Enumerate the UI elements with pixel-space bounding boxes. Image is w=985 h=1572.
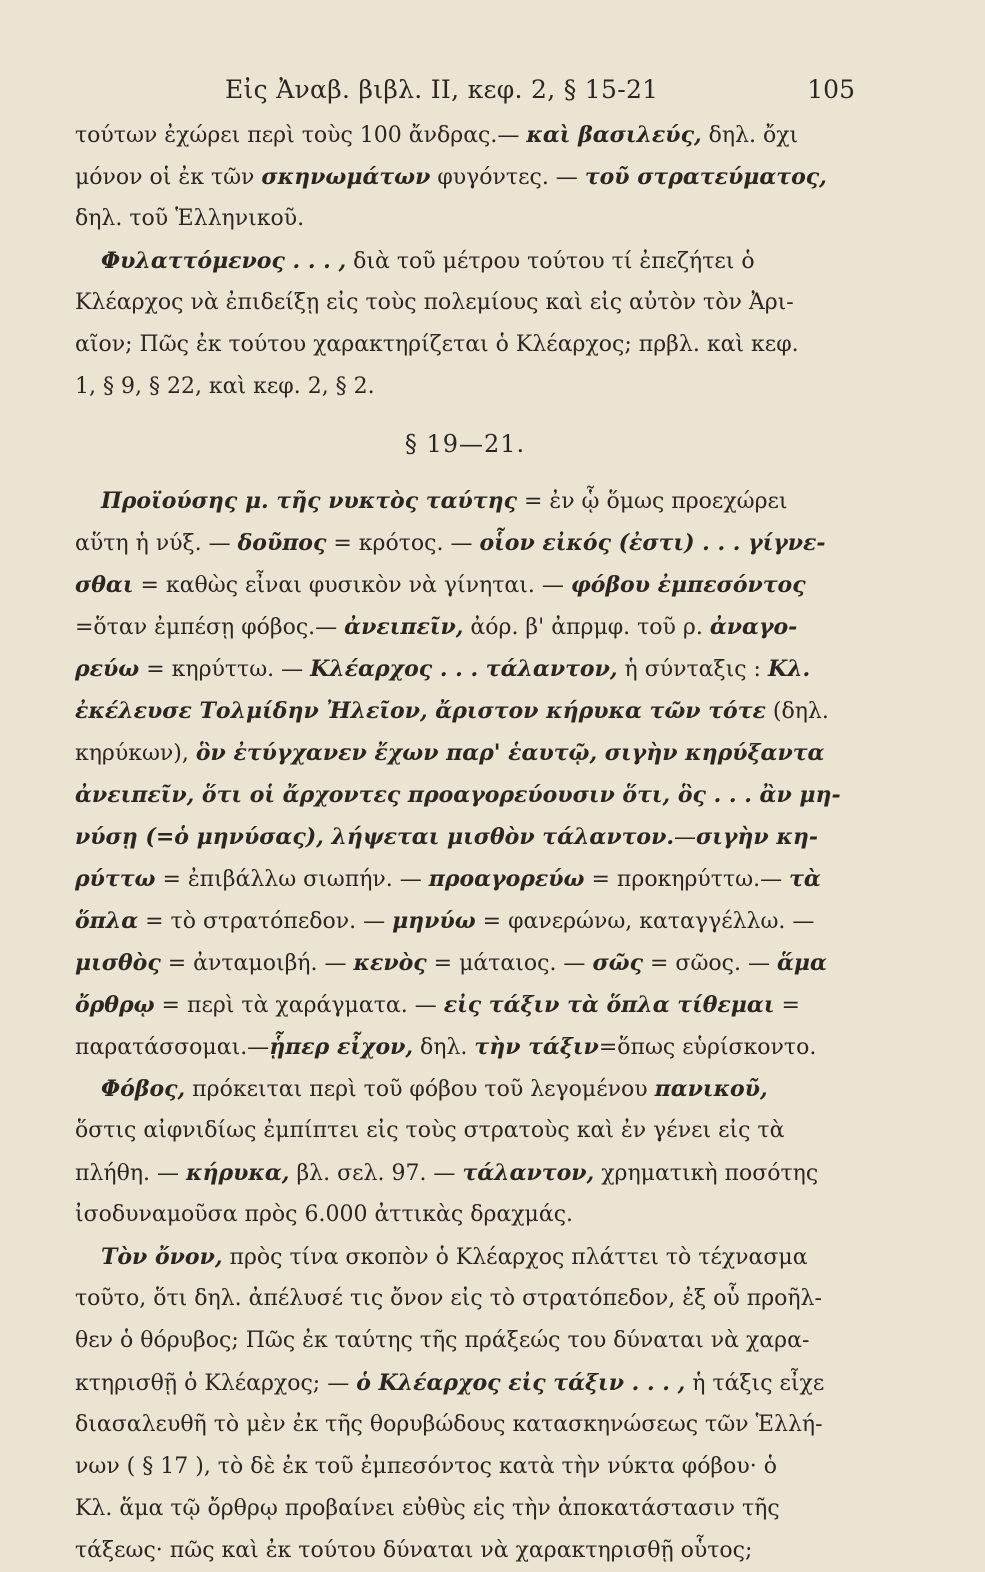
emphasis: σιγὴν κη- (696, 824, 818, 850)
text-line: σθαι = καθὼς εἶναι φυσικὸν νὰ γίνηται. — φόβου ἐμπεσόντος (75, 572, 806, 598)
text-line: παρατάσσομαι.—ᾗπερ εἶχον, δηλ. τὴν τάξιν=ὅπως εὑρίσκοντο. (75, 1034, 817, 1060)
text-line: ὄρθρῳ = περὶ τὰ χαράγματα. — εἰς τάξιν τὰ ὅπλα τίθεμαι = (75, 992, 800, 1018)
emphasis: σθαι (75, 572, 134, 598)
paragraph-block-1 (75, 114, 855, 408)
text-line: ἐκέλευσε Τολμίδην Ἠλεῖον, ἄριστον κήρυκα τῶν τότε (δηλ. (75, 698, 829, 724)
text-line: θεν ὁ θόρυβος; Πῶς ἐκ ταύτης τῆς πράξεώς του δύναται νὰ χαρα- (75, 1328, 810, 1353)
emphasis: τοῦ στρατεύματος, (584, 164, 827, 190)
emphasis: μηνύω (392, 908, 476, 934)
emphasis: ὃν ἐτύγχανεν ἔχων παρ' ἑαυτῷ, σιγὴν κηρύξαντα (195, 740, 825, 766)
text-line: ρύττω = ἐπιβάλλω σιωπήν. — προαγορεύω = προκηρύττω.— τὰ (75, 866, 821, 892)
text-line (75, 774, 855, 816)
emphasis: ἅμα (776, 950, 827, 976)
paragraph-block-4 (75, 1236, 855, 1572)
emphasis: ὁ Κλέαρχος εἰς τάξιν . . . , (356, 1370, 686, 1396)
emphasis: καὶ βασιλεύς, (526, 122, 702, 148)
emphasis: σῶς (592, 950, 644, 976)
text-line: δηλ. τοῦ Ἑλληνικοῦ. (75, 206, 305, 231)
emphasis: νύσῃ (=ὁ μηνύσας), λήψεται μισθὸν τάλαντον. (75, 824, 675, 850)
text-line: κηρύκων), ὃν ἐτύγχανεν ἔχων παρ' ἑαυτῷ, σιγὴν κηρύξαντα (75, 740, 825, 766)
section-heading: § 19—21. (404, 430, 526, 458)
emphasis: ρεύω (75, 656, 140, 682)
text-line: νύσῃ (=ὁ μηνύσας), λήψεται μισθὸν τάλαντον.—σιγὴν κη- (75, 824, 818, 850)
text-line: τοῦτο, ὅτι δηλ. ἀπέλυσέ τις ὄνον εἰς τὸ στρατόπεδον, ἐξ οὗ προῆλ- (75, 1286, 822, 1311)
emphasis: δοῦπος (237, 530, 327, 556)
emphasis: ἀνειπεῖν, (344, 614, 464, 640)
text-line: αῖον; Πῶς ἐκ τούτου χαρακτηρίζεται ὁ Κλέαρχος; πρβλ. καὶ κεφ. (75, 332, 799, 357)
text-line: Τὸν ὄνον, πρὸς τίνα σκοπὸν ὁ Κλέαρχος πλάττει τὸ τέχνασμα (101, 1244, 808, 1270)
emphasis: ὅπλα (75, 908, 139, 934)
text-line: Κλέαρχος νὰ ἐπιδείξῃ εἰς τοὺς πολεμίους καὶ εἰς αὐτὸν τὸν Ἀρι- (75, 290, 794, 315)
body-text (75, 114, 855, 1572)
emphasis: μισθὸς (75, 950, 161, 976)
emphasis: κήρυκα, (186, 1160, 290, 1186)
emphasis: ἀναγο- (709, 614, 798, 640)
text-line: Κλ. ἅμα τῷ ὄρθρῳ προβαίνει εὐθὺς εἰς τὴν ἀποκατάστασιν τῆς (75, 1496, 780, 1521)
emphasis: Φυλαττόμενος . . . , (101, 248, 347, 274)
emphasis: Κλέαρχος . . . τάλαντον, (310, 656, 618, 682)
text-line: =ὅταν ἐμπέσῃ φόβος.— ἀνειπεῖν, ἀόρ. β' ἀπρμφ. τοῦ ρ. ἀναγο- (75, 614, 798, 640)
emphasis: σκηνωμάτων (261, 164, 431, 190)
emphasis: προαγορεύω (428, 866, 585, 892)
text-line: τούτων ἐχώρει περὶ τοὺς 100 ἄνδρας.— καὶ βασιλεύς, δηλ. ὄχι (75, 122, 799, 148)
emphasis: Προϊούσης μ. τῆς νυκτὸς ταύτης (101, 488, 517, 514)
emphasis: εἰς τάξιν τὰ ὅπλα τίθεμαι (443, 992, 775, 1018)
emphasis: ἀνειπεῖν, ὅτι οἱ ἄρχοντες προαγορεύουσιν ὅτι, ὃς . . . ἂν μη- (75, 782, 841, 808)
emphasis: ὄρθρῳ (75, 992, 155, 1018)
running-title: Εἰς Ἀναβ. βιβλ. II, κεφ. 2, § 15-21 (225, 75, 659, 104)
paragraph-block-3 (75, 1068, 855, 1236)
text-line: Φόβος, πρόκειται περὶ τοῦ φόβου τοῦ λεγομένου πανικοῦ, (101, 1076, 768, 1102)
emphasis: Κλ. (767, 656, 811, 682)
emphasis: ρύττω (75, 866, 156, 892)
emphasis: ἐκέλευσε Τολμίδην Ἠλεῖον, ἄριστον κήρυκα τῶν τότε (75, 698, 766, 724)
text-line: μόνον οἱ ἐκ τῶν σκηνωμάτων φυγόντες. — τοῦ στρατεύματος, (75, 164, 827, 190)
emphasis: φόβου ἐμπεσόντος (570, 572, 806, 598)
text-line: πλήθη. — κήρυκα, βλ. σελ. 97. — τάλαντον, χρηματικὴ ποσότης (75, 1160, 819, 1186)
emphasis: Φόβος, (101, 1076, 186, 1102)
text-line: Προϊούσης μ. τῆς νυκτὸς ταύτης = ἐν ᾧ ὅμως προεχώρει (101, 488, 788, 514)
emphasis: τάλαντον, (462, 1160, 595, 1186)
emphasis: τὴν τάξιν (474, 1034, 599, 1060)
page-number: 105 (807, 75, 855, 104)
text-line: διασαλευθῆ τὸ μὲν ἐκ τῆς θορυβώδους κατασκηνώσεως τῶν Ἑλλή- (75, 1412, 823, 1437)
emphasis: τὰ (789, 866, 821, 892)
text-line: ρεύω = κηρύττω. — Κλέαρχος . . . τάλαντον, ἡ σύνταξις : Κλ. (75, 656, 811, 682)
text-line: κτηρισθῇ ὁ Κλέαρχος; — ὁ Κλέαρχος εἰς τάξιν . . . , ἡ τάξις εἶχε (75, 1370, 825, 1396)
emphasis: πανικοῦ, (654, 1076, 768, 1102)
emphasis: ᾗπερ εἶχον, (269, 1034, 414, 1060)
text-line: τάξεως· πῶς καὶ ἐκ τούτου δύναται νὰ χαρακτηρισθῇ οὗτος; (75, 1538, 753, 1563)
text-line: νων ( § 17 ), τὸ δὲ ἐκ τοῦ ἐμπεσόντος κατὰ τὴν νύκτα φόβου· ὁ (75, 1454, 778, 1479)
text-line: ἰσοδυναμοῦσα πρὸς 6.000 ἀττικὰς δραχμάς. (75, 1202, 574, 1227)
text-line: Φυλαττόμενος . . . , διὰ τοῦ μέτρου τούτου τί ἐπεζήτει ὁ (101, 248, 755, 274)
text-line: μισθὸς = ἀνταμοιβή. — κενὸς = μάταιος. — σῶς = σῶος. — ἅμα (75, 950, 827, 976)
text-line: ὅστις αἰφνιδίως ἐμπίπτει εἰς τοὺς στρατοὺς καὶ ἐν γένει εἰς τὰ (75, 1118, 785, 1143)
text-line: αὕτη ἡ νύξ. — δοῦπος = κρότος. — οἷον εἰκός (ἐστι) . . . γίγνε- (75, 530, 826, 556)
emphasis: κενὸς (353, 950, 427, 976)
emphasis: οἷον εἰκός (ἐστι) . . . γίγνε- (479, 530, 826, 556)
emphasis: Τὸν ὄνον, (101, 1244, 223, 1270)
paragraph-block-2 (75, 480, 855, 1068)
running-header (75, 70, 855, 110)
text-line: 1, § 9, § 22, καὶ κεφ. 2, § 2. (75, 374, 375, 399)
text-line: ὅπλα = τὸ στρατόπεδον. — μηνύω = φανερώνω, καταγγέλλω. — (75, 908, 815, 934)
